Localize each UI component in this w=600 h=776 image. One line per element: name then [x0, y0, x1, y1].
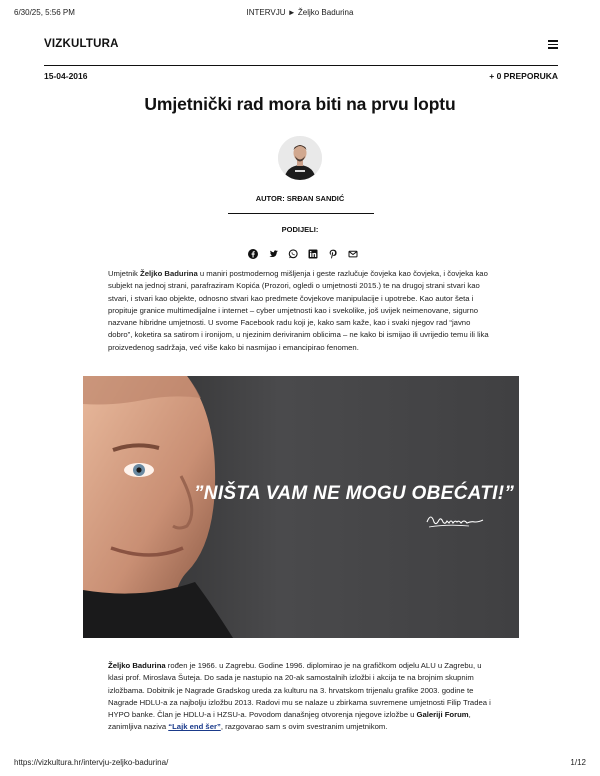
intro-artist-name: Željko Badurina [140, 269, 198, 278]
article-date: 15-04-2016 [44, 71, 88, 81]
whatsapp-icon[interactable] [288, 249, 298, 259]
site-logo[interactable]: VIZKULTURA [44, 38, 119, 50]
print-document-title: INTERVJU ► Željko Badurina [246, 8, 354, 17]
article-intro [108, 268, 492, 354]
hamburger-menu-icon[interactable] [548, 40, 558, 49]
email-icon[interactable] [348, 249, 358, 259]
hero-quote: ”NIŠTA VAM NE MOGU OBEĆATI!” [194, 483, 515, 504]
site-header [44, 38, 558, 54]
print-footer [0, 758, 600, 776]
author-avatar[interactable] [278, 136, 322, 180]
bio-text-3: , razgovarao sam s ovim svestranim umjetnikom. [220, 722, 388, 732]
print-page-number: 1/12 [570, 758, 586, 767]
facebook-icon[interactable] [248, 249, 258, 259]
bio-artist-name: Željko Badurina [108, 661, 166, 670]
intro-text-2: u maniri postmodernog mišljenja i geste razlučuje čovjeka kao čovjeka, i čovjeka kao subjekt na jednoj strani, parafraziram Kopića (Prozori, ogledi o umjetnosti 2015.) te na drugoj strani stvari kao stvari, i stvari kao objekte, odnosno stvari kao predmete čovjekove manipulacije i upotrebe. Kao autor šeta i propituje granice multimedijalne i internet – cyber umjetnosti kao i svekolike, još uvijek neimenovane, sigurno nazvane hibridne umjetnosti. U svome Facebook radu koji je, kako sam kaže, kao i svaki njegov rad “javno dobro”, koketira sa satirom i ironijom, u njezinim deriviranim oblicima – ne kako bi ismijao ili uvrijedio temu ili lika proizvedenog sadržaja, već više kako bi nasmijao i emancipirao fenomen. [108, 269, 489, 352]
pinterest-icon[interactable] [328, 249, 338, 259]
bio-text-1: rođen je 1966. u Zagrebu. Godine 1996. diplomirao je na grafičkom odjelu ALU u Zagrebu, u klasi prof. Miroslava Šuteja. Do sada je nastupio na 20-ak samostalnih izložbi i akcija te na brojnim skupnim izložbama. Dobitnik je Nagrade Gradskog ureda za kulturu na 3. hrvatskom trijenalu grafike 2003. godine te Nagrade HDLU-a za najbolju izložbu 2013. Radovi mu se nalaze u zbirkama suvremene umjetnosti Filip Tradea i HYPO banke. Član je HDLU-a i HZSU-a. Povodom današnjeg otvorenja njegove izložbe u [108, 661, 491, 720]
linkedin-icon[interactable] [308, 249, 318, 259]
article-author[interactable]: AUTOR: SRĐAN SANDIĆ [255, 194, 345, 203]
header-divider [44, 65, 558, 66]
gallery-name: Galeriji Forum [416, 710, 469, 720]
portrait-illustration [83, 376, 519, 638]
twitter-icon[interactable] [268, 249, 278, 259]
print-datetime: 6/30/25, 5:56 PM [14, 8, 75, 17]
print-url: https://vizkultura.hr/intervju-zeljko-badurina/ [14, 758, 169, 767]
print-header [0, 0, 600, 22]
share-label: PODIJELI: [281, 225, 319, 234]
recommend-button[interactable]: + 0 PREPORUKA [489, 71, 558, 81]
author-divider [228, 213, 374, 214]
artist-bio [108, 660, 492, 734]
hero-image [83, 376, 519, 638]
bio-text-2: , zanimljiva naziva [108, 710, 471, 732]
signature-graphic [425, 510, 485, 530]
share-icons [248, 248, 358, 260]
article-title: Umjetnički rad mora biti na prvu loptu [144, 94, 456, 114]
exhibition-link[interactable]: “Lajk end šer” [168, 722, 221, 732]
intro-text-1: Umjetnik [108, 269, 141, 278]
